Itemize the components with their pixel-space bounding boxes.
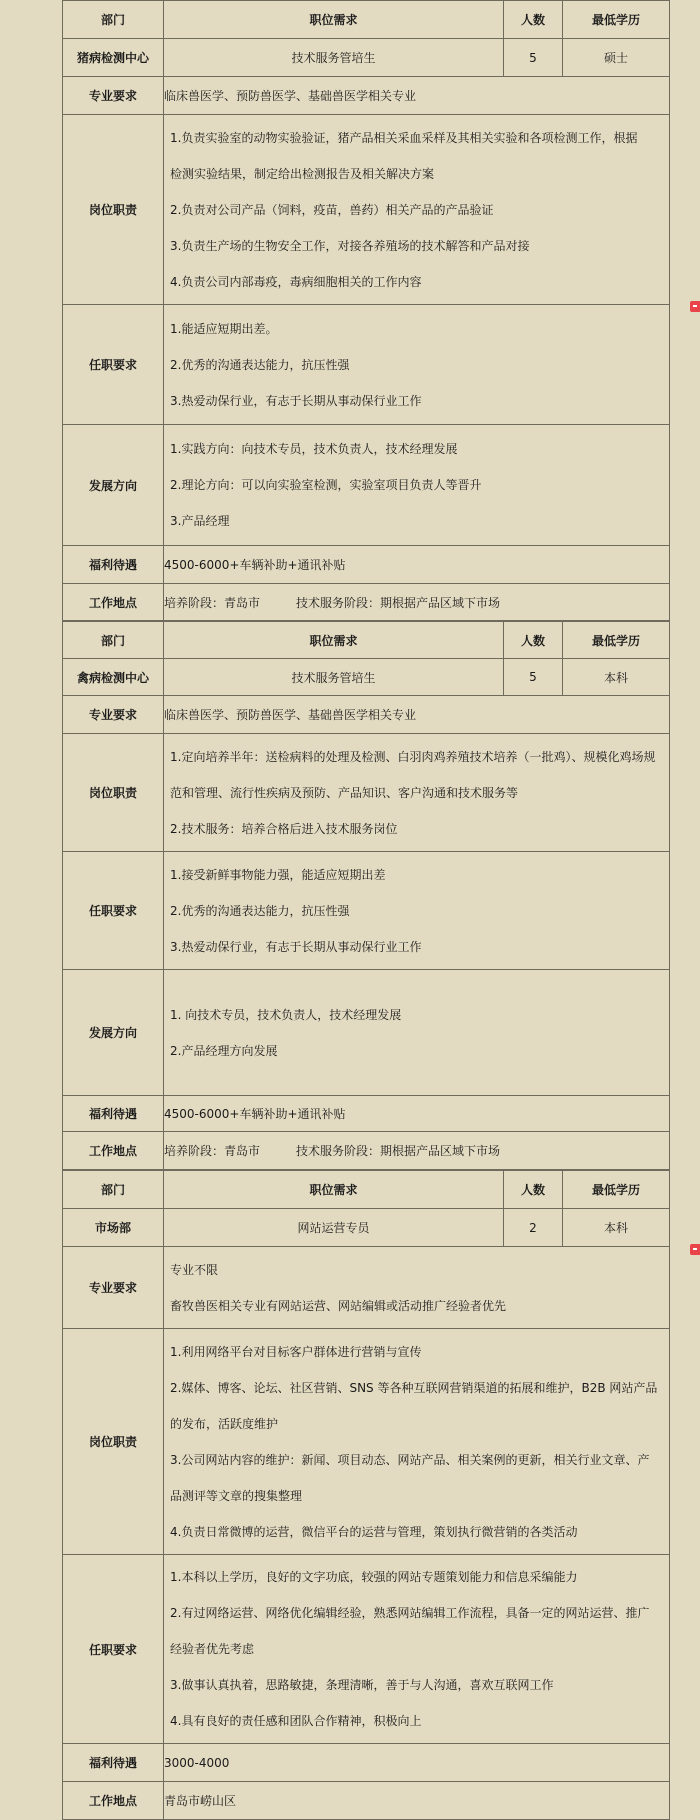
requirements-label: 任职要求 <box>63 852 164 970</box>
head-count: 2 <box>504 1209 563 1247</box>
header-position: 职位需求 <box>164 1 504 39</box>
requirement-line: 经验者优先考虑 <box>170 1642 255 1656</box>
recruitment-tables <box>62 0 669 1820</box>
duty-line: 3.负责生产场的生物安全工作，对接各养殖场的技术解答和产品对接 <box>170 238 530 253</box>
location-value: 培养阶段：青岛市 技术服务阶段：期根据产品区域下市场 <box>164 584 670 621</box>
requirement-line: 3.热爱动保行业，有志于长期从事动保行业工作 <box>170 393 422 408</box>
duty-line: 4.负责公司内部毒疫，毒病细胞相关的工作内容 <box>170 274 422 289</box>
major-row <box>63 696 670 734</box>
development-cell <box>164 970 670 1096</box>
position-name: 技术服务管培生 <box>164 39 504 77</box>
major-value: 临床兽医学、预防兽医学、基础兽医学相关专业 <box>164 77 670 115</box>
requirement-line: 4.具有良好的责任感和团队合作精神，积极向上 <box>170 1714 422 1728</box>
duties-cell <box>164 115 670 305</box>
header-count: 人数 <box>504 622 563 659</box>
development-cell <box>164 425 670 546</box>
requirement-line: 3.做事认真执着，思路敏捷，条理清晰，善于与人沟通，喜欢互联网工作 <box>170 1678 554 1692</box>
dept-name: 猪病检测中心 <box>63 39 164 77</box>
job-summary-row <box>63 1209 670 1247</box>
major-label: 专业要求 <box>63 696 164 734</box>
job-table <box>62 1170 670 1820</box>
head-count: 5 <box>504 39 563 77</box>
requirement-line: 1.本科以上学历，良好的文字功底，较强的网站专题策划能力和信息采编能力 <box>170 1570 578 1584</box>
job-summary-row <box>63 39 670 77</box>
requirement-line: 1.能适应短期出差。 <box>170 321 278 336</box>
requirements-cell <box>164 852 670 970</box>
duty-line: 2.媒体、博客、论坛、社区营销、SNS 等各种互联网营销渠道的拓展和维护，B2B 网站产品 <box>170 1380 658 1395</box>
header-count: 人数 <box>504 1171 563 1209</box>
development-line: 3.产品经理 <box>170 514 230 528</box>
position-name: 技术服务管培生 <box>164 659 504 696</box>
duties-row <box>63 734 670 852</box>
header-dept: 部门 <box>63 622 164 659</box>
requirements-row <box>63 305 670 425</box>
job-table <box>62 0 670 621</box>
benefits-row <box>63 1744 670 1782</box>
benefits-label: 福利待遇 <box>63 1096 164 1132</box>
location-label: 工作地点 <box>63 1782 164 1820</box>
development-line: 1. 向技术专员，技术负责人，技术经理发展 <box>170 1007 402 1022</box>
header-education: 最低学历 <box>563 1171 670 1209</box>
job-table <box>62 621 670 1170</box>
header-dept: 部门 <box>63 1171 164 1209</box>
table-header-row <box>63 1 670 39</box>
requirements-row <box>63 852 670 970</box>
development-line: 2.理论方向：可以向实验室检测，实验室项目负责人等晋升 <box>170 478 482 492</box>
major-label: 专业要求 <box>63 77 164 115</box>
requirements-cell <box>164 305 670 425</box>
duty-line: 2.技术服务：培养合格后进入技术服务岗位 <box>170 821 398 836</box>
education-level: 本科 <box>563 1209 670 1247</box>
major-value: 临床兽医学、预防兽医学、基础兽医学相关专业 <box>164 696 670 734</box>
location-value: 青岛市崂山区 <box>164 1782 670 1820</box>
location-label: 工作地点 <box>63 1132 164 1170</box>
education-level: 硕士 <box>563 39 670 77</box>
duty-line: 4.负责日常微博的运营，微信平台的运营与管理，策划执行微营销的各类活动 <box>170 1524 578 1539</box>
head-count: 5 <box>504 659 563 696</box>
dept-name: 禽病检测中心 <box>63 659 164 696</box>
header-education: 最低学历 <box>563 622 670 659</box>
development-line: 2.产品经理方向发展 <box>170 1043 278 1058</box>
benefits-row <box>63 546 670 584</box>
major-cell <box>164 1247 670 1329</box>
header-position: 职位需求 <box>164 1171 504 1209</box>
development-row <box>63 425 670 546</box>
duties-label: 岗位职责 <box>63 734 164 852</box>
side-tab-marker[interactable] <box>690 301 700 312</box>
benefits-label: 福利待遇 <box>63 1744 164 1782</box>
duties-cell <box>164 734 670 852</box>
duties-row <box>63 1329 670 1555</box>
major-line: 专业不限 <box>170 1262 219 1277</box>
duty-line: 检测实验结果，制定给出检测报告及相关解决方案 <box>170 166 435 181</box>
benefits-value: 3000-4000 <box>164 1744 670 1782</box>
location-value: 培养阶段：青岛市 技术服务阶段：期根据产品区域下市场 <box>164 1132 670 1170</box>
duties-row <box>63 115 670 305</box>
benefits-row <box>63 1096 670 1132</box>
requirements-label: 任职要求 <box>63 305 164 425</box>
position-name: 网站运营专员 <box>164 1209 504 1247</box>
requirement-line: 1.接受新鲜事物能力强，能适应短期出差 <box>170 867 386 882</box>
major-label: 专业要求 <box>63 1247 164 1329</box>
header-education: 最低学历 <box>563 1 670 39</box>
requirement-line: 2.有过网络运营、网络优化编辑经验，熟悉网站编辑工作流程，具备一定的网站运营、推广 <box>170 1606 650 1620</box>
duties-label: 岗位职责 <box>63 115 164 305</box>
major-row <box>63 1247 670 1329</box>
duty-line: 3.公司网站内容的维护：新闻、项目动态、网站产品、相关案例的更新，相关行业文章、产 <box>170 1452 650 1467</box>
requirement-line: 2.优秀的沟通表达能力，抗压性强 <box>170 903 350 918</box>
location-row <box>63 1132 670 1170</box>
major-row <box>63 77 670 115</box>
requirements-label: 任职要求 <box>63 1555 164 1744</box>
job-summary-row <box>63 659 670 696</box>
table-header-row <box>63 622 670 659</box>
development-row <box>63 970 670 1096</box>
duty-line: 1.利用网络平台对目标客户群体进行营销与宣传 <box>170 1344 422 1359</box>
location-row <box>63 584 670 621</box>
duty-line: 的发布，活跃度维护 <box>170 1416 279 1431</box>
development-label: 发展方向 <box>63 970 164 1096</box>
requirement-line: 3.热爱动保行业，有志于长期从事动保行业工作 <box>170 939 422 954</box>
duty-line: 范和管理、流行性疾病及预防、产品知识、客户沟通和技术服务等 <box>170 785 519 800</box>
development-label: 发展方向 <box>63 425 164 546</box>
header-dept: 部门 <box>63 1 164 39</box>
duties-cell <box>164 1329 670 1555</box>
benefits-value: 4500-6000+车辆补助+通讯补贴 <box>164 546 670 584</box>
duty-line: 1.定向培养半年：送检病料的处理及检测、白羽肉鸡养殖技术培养（一批鸡）、规模化鸡场规 <box>170 749 656 764</box>
duties-label: 岗位职责 <box>63 1329 164 1555</box>
education-level: 本科 <box>563 659 670 696</box>
requirement-line: 2.优秀的沟通表达能力，抗压性强 <box>170 357 350 372</box>
header-count: 人数 <box>504 1 563 39</box>
location-label: 工作地点 <box>63 584 164 621</box>
development-line: 1.实践方向：向技术专员，技术负责人，技术经理发展 <box>170 442 458 456</box>
table-header-row <box>63 1171 670 1209</box>
benefits-value: 4500-6000+车辆补助+通讯补贴 <box>164 1096 670 1132</box>
major-line: 畜牧兽医相关专业有网站运营、网站编辑或活动推广经验者优先 <box>170 1298 507 1313</box>
benefits-label: 福利待遇 <box>63 546 164 584</box>
dept-name: 市场部 <box>63 1209 164 1247</box>
requirements-cell <box>164 1555 670 1744</box>
requirements-row <box>63 1555 670 1744</box>
duty-line: 2.负责对公司产品（饲料，疫苗，兽药）相关产品的产品验证 <box>170 202 494 217</box>
duty-line: 1.负责实验室的动物实验验证，猪产品相关采血采样及其相关实验和各项检测工作，根据 <box>170 130 638 145</box>
header-position: 职位需求 <box>164 622 504 659</box>
location-row <box>63 1782 670 1820</box>
duty-line: 品测评等文章的搜集整理 <box>170 1488 303 1503</box>
side-tab-marker[interactable] <box>690 1244 700 1255</box>
